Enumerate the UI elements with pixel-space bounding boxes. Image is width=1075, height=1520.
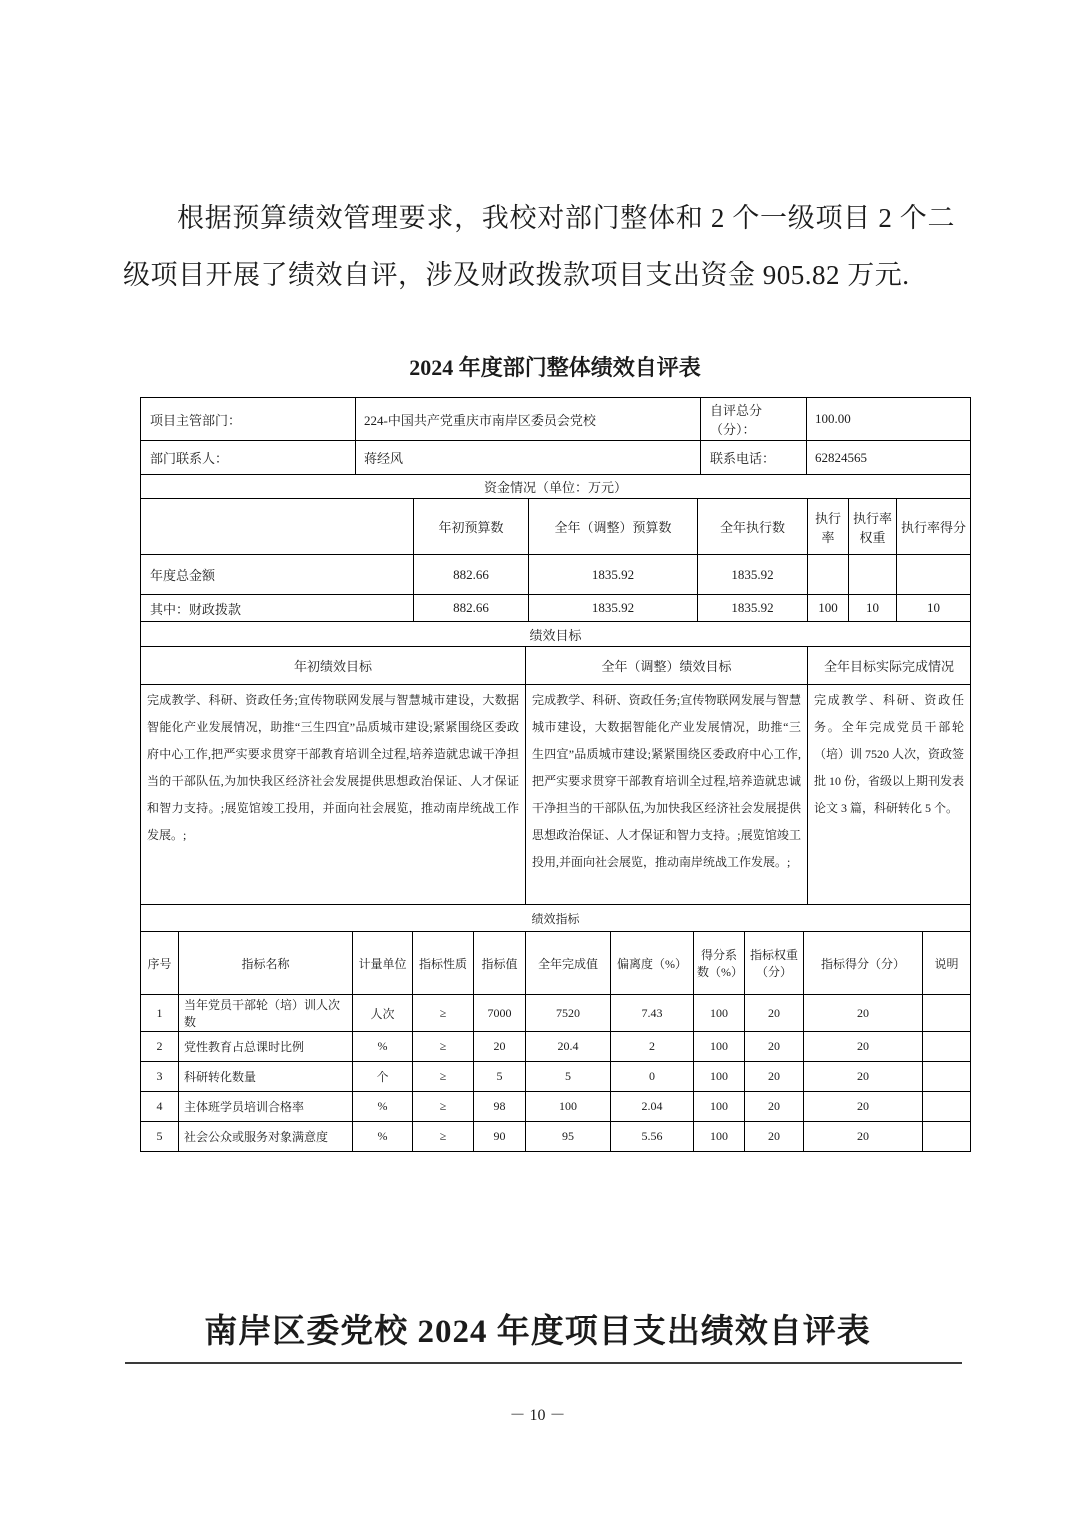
column-header: 年初绩效目标 bbox=[141, 647, 526, 685]
table-row bbox=[141, 595, 971, 622]
cell: 1835.92 bbox=[529, 555, 698, 595]
column-header: 全年完成值 bbox=[526, 932, 611, 995]
table-row bbox=[141, 995, 971, 1032]
column-header: 全年目标实际完成情况 bbox=[808, 647, 971, 685]
cell: 100 bbox=[526, 1092, 611, 1122]
cell: 5 bbox=[474, 1062, 526, 1092]
cell: 1835.92 bbox=[698, 595, 808, 622]
cell bbox=[849, 555, 897, 595]
table-row bbox=[141, 1122, 971, 1152]
cell: ≥ bbox=[413, 995, 474, 1032]
cell-indicator-name: 党性教育占总课时比例 bbox=[179, 1032, 353, 1062]
cell: 20 bbox=[745, 1032, 804, 1062]
contact-value: 蒋经风 bbox=[356, 441, 701, 475]
cell: 1835.92 bbox=[529, 595, 698, 622]
phone-label: 联系电话： bbox=[701, 441, 807, 475]
table-row bbox=[141, 685, 971, 905]
info-table bbox=[140, 397, 971, 475]
project-eval-heading: 南岸区委党校 2024 年度项目支出绩效自评表 bbox=[204, 1314, 871, 1350]
cell: ≥ bbox=[413, 1092, 474, 1122]
cell: 5 bbox=[526, 1062, 611, 1092]
column-header: 指标性质 bbox=[413, 932, 474, 995]
cell: ≥ bbox=[413, 1062, 474, 1092]
cell: 5.56 bbox=[611, 1122, 694, 1152]
cell: % bbox=[353, 1032, 413, 1062]
cell: 20.4 bbox=[526, 1032, 611, 1062]
column-header: 执行率得分 bbox=[897, 499, 971, 555]
cell: 7.43 bbox=[611, 995, 694, 1032]
horizontal-rule bbox=[125, 1362, 962, 1364]
table-title: 2024 年度部门整体绩效自评表 bbox=[409, 355, 701, 380]
cell-indicator-name: 当年党员干部轮（培）训人次数 bbox=[179, 995, 353, 1032]
cell: 20 bbox=[804, 995, 923, 1032]
cell: 7520 bbox=[526, 995, 611, 1032]
cell-index: 1 bbox=[141, 995, 179, 1032]
cell: 20 bbox=[745, 995, 804, 1032]
cell bbox=[808, 555, 849, 595]
cell: 20 bbox=[745, 1122, 804, 1152]
table-row bbox=[141, 555, 971, 595]
column-header: 指标权重（分） bbox=[745, 932, 804, 995]
column-header bbox=[141, 499, 414, 555]
contact-label: 部门联系人： bbox=[141, 441, 356, 475]
cell: % bbox=[353, 1092, 413, 1122]
cell bbox=[923, 1092, 971, 1122]
column-header: 说明 bbox=[923, 932, 971, 995]
score-value: 100.00 bbox=[807, 398, 971, 441]
cell bbox=[923, 1062, 971, 1092]
cell: 20 bbox=[804, 1062, 923, 1092]
column-header: 得分系数（%） bbox=[694, 932, 745, 995]
table-row bbox=[141, 475, 971, 499]
cell: 98 bbox=[474, 1092, 526, 1122]
cell: 882.66 bbox=[414, 555, 529, 595]
cell: 100 bbox=[694, 1122, 745, 1152]
table-row bbox=[141, 647, 971, 685]
table-row bbox=[141, 499, 971, 555]
column-header: 年初预算数 bbox=[414, 499, 529, 555]
cell-index: 2 bbox=[141, 1032, 179, 1062]
cell: 人次 bbox=[353, 995, 413, 1032]
table-row bbox=[141, 1092, 971, 1122]
cell bbox=[923, 995, 971, 1032]
cell: 10 bbox=[897, 595, 971, 622]
cell: ≥ bbox=[413, 1122, 474, 1152]
cell: 20 bbox=[804, 1092, 923, 1122]
column-header: 偏离度（%） bbox=[611, 932, 694, 995]
cell-indicator-name: 社会公众或服务对象满意度 bbox=[179, 1122, 353, 1152]
dept-label: 项目主管部门： bbox=[141, 398, 356, 441]
cell: 2.04 bbox=[611, 1092, 694, 1122]
cell: 20 bbox=[474, 1032, 526, 1062]
cell-indicator-name: 主体班学员培训合格率 bbox=[179, 1092, 353, 1122]
indicators-section-title: 绩效指标 bbox=[141, 905, 971, 932]
cell: 0 bbox=[611, 1062, 694, 1092]
cell-label: 年度总金额 bbox=[141, 555, 414, 595]
cell: 100 bbox=[694, 1092, 745, 1122]
cell-index: 5 bbox=[141, 1122, 179, 1152]
cell bbox=[897, 555, 971, 595]
cell: 100 bbox=[808, 595, 849, 622]
funding-section-title: 资金情况（单位：万元） bbox=[141, 475, 971, 499]
cell-index: 3 bbox=[141, 1062, 179, 1092]
cell: 7000 bbox=[474, 995, 526, 1032]
cell: 个 bbox=[353, 1062, 413, 1092]
cell: 20 bbox=[804, 1122, 923, 1152]
table-row bbox=[141, 398, 971, 441]
indicators-table bbox=[140, 904, 971, 1152]
table-row bbox=[141, 1032, 971, 1062]
goals-table bbox=[140, 621, 971, 905]
table-row bbox=[141, 622, 971, 647]
cell: 90 bbox=[474, 1122, 526, 1152]
page-number: － 10 － bbox=[509, 1407, 566, 1424]
initial-goal-text: 完成教学、科研、资政任务;宣传物联网发展与智慧城市建设，大数据智能化产业发展情况，助推“三生四宜”品质城市建设;紧紧围绕区委政府中心工作,把严实要求贯穿干部教育培训全过程,培养造就忠诚干净担当的干部队伍,为加快我区经济社会发展提供思想政治保证、人才保证和智力支持。;展览馆竣工投用，并面向社会展览，推动南岸统战工作发展。; bbox=[141, 685, 526, 905]
column-header: 指标值 bbox=[474, 932, 526, 995]
column-header: 执行率 bbox=[808, 499, 849, 555]
column-header: 序号 bbox=[141, 932, 179, 995]
cell: 20 bbox=[745, 1062, 804, 1092]
intro-paragraph: 根据预算绩效管理要求，我校对部门整体和 2 个一级项目 2 个二级项目开展了绩效自评，涉及财政拨款项目支出资金 905.82 万元. bbox=[123, 203, 955, 290]
actual-completion-text: 完成教学、科研、资政任务。全年完成党员干部轮（培）训 7520 人次，资政签批 10 份，省级以上期刊发表论文 3 篇，科研转化 5 个。 bbox=[808, 685, 971, 905]
cell: 2 bbox=[611, 1032, 694, 1062]
column-header: 执行率权重 bbox=[849, 499, 897, 555]
column-header: 指标得分（分） bbox=[804, 932, 923, 995]
goals-section-title: 绩效目标 bbox=[141, 622, 971, 647]
cell: 95 bbox=[526, 1122, 611, 1152]
cell: 20 bbox=[804, 1032, 923, 1062]
cell: 10 bbox=[849, 595, 897, 622]
cell bbox=[923, 1032, 971, 1062]
column-header: 全年执行数 bbox=[698, 499, 808, 555]
adjusted-goal-text: 完成教学、科研、资政任务;宣传物联网发展与智慧城市建设，大数据智能化产业发展情况，助推“三生四宜”品质城市建设;紧紧围绕区委政府中心工作,把严实要求贯穿干部教育培训全过程,培养造就忠诚干净担当的干部队伍,为加快我区经济社会发展提供思想政治保证、人才保证和智力支持。;展览馆竣工投用,并面向社会展览，推动南岸统战工作发展。; bbox=[526, 685, 808, 905]
dept-value: 224-中国共产党重庆市南岸区委员会党校 bbox=[356, 398, 701, 441]
column-header: 计量单位 bbox=[353, 932, 413, 995]
column-header: 指标名称 bbox=[179, 932, 353, 995]
cell: 1835.92 bbox=[698, 555, 808, 595]
cell: 100 bbox=[694, 995, 745, 1032]
table-row bbox=[141, 932, 971, 995]
table-row bbox=[141, 905, 971, 932]
column-header: 全年（调整）绩效目标 bbox=[526, 647, 808, 685]
cell-index: 4 bbox=[141, 1092, 179, 1122]
cell: 100 bbox=[694, 1032, 745, 1062]
column-header: 全年（调整）预算数 bbox=[529, 499, 698, 555]
cell-label: 其中：财政拨款 bbox=[141, 595, 414, 622]
phone-value: 62824565 bbox=[807, 441, 971, 475]
cell-indicator-name: 科研转化数量 bbox=[179, 1062, 353, 1092]
cell: 100 bbox=[694, 1062, 745, 1092]
table-row bbox=[141, 1062, 971, 1092]
cell: 882.66 bbox=[414, 595, 529, 622]
cell bbox=[923, 1122, 971, 1152]
overall-eval-table bbox=[140, 397, 970, 1152]
table-row bbox=[141, 441, 971, 475]
cell: ≥ bbox=[413, 1032, 474, 1062]
score-label: 自评总分（分）： bbox=[701, 398, 807, 441]
funding-table bbox=[140, 474, 971, 622]
cell: % bbox=[353, 1122, 413, 1152]
cell: 20 bbox=[745, 1092, 804, 1122]
